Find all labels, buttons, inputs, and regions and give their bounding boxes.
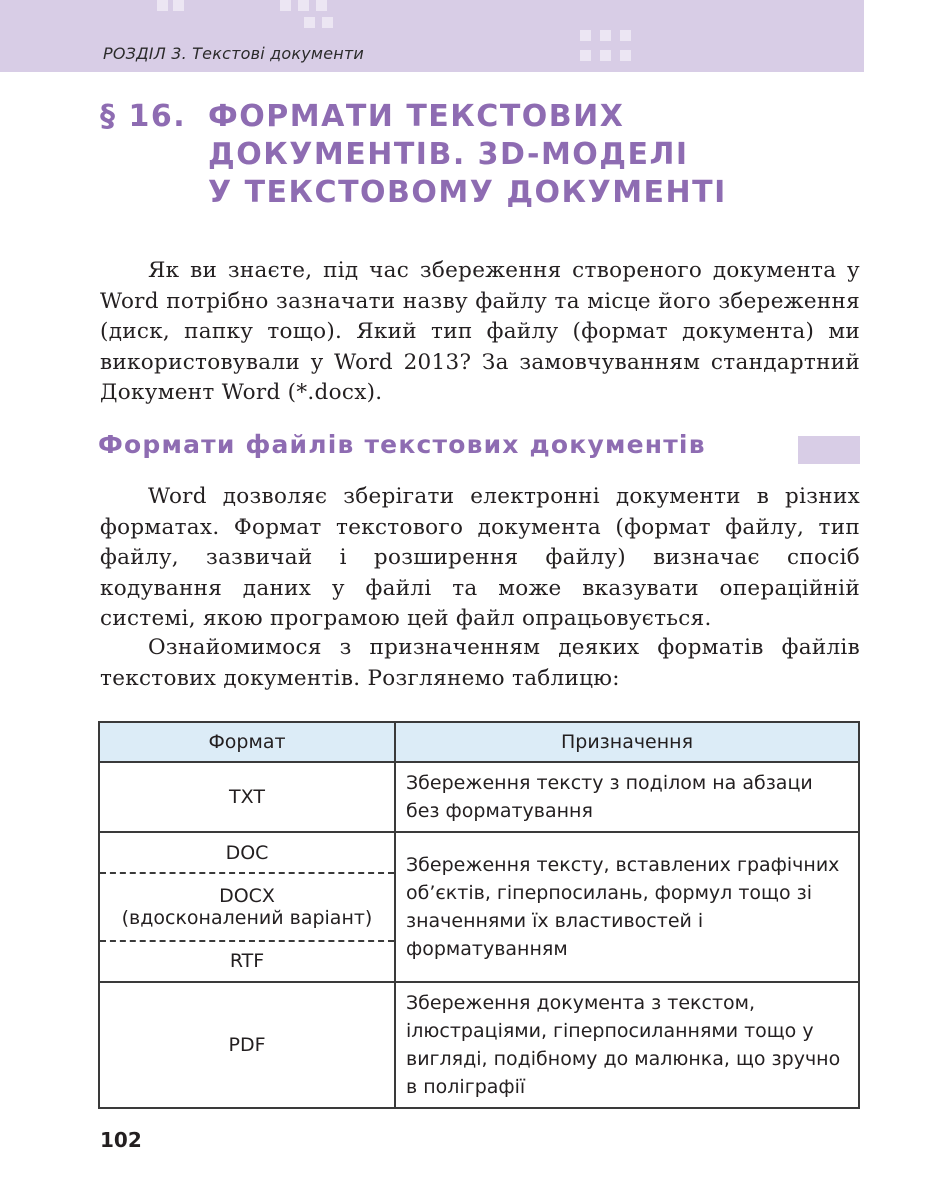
section-label: РОЗДІЛ 3. Текстові документи bbox=[103, 44, 365, 63]
format-cell: PDF bbox=[99, 982, 395, 1108]
table-row bbox=[99, 762, 859, 832]
purpose-cell: Збереження тексту, вставлених графічних об’єктів, гіперпосилань, формул тощо зі значеннями їх властивостей і форматуванням bbox=[395, 832, 859, 982]
purpose-cell: Збереження документа з текстом, ілюстраціями, гіперпосиланнями тощо у вигляді, подібному до малюнка, що зручно в поліграфії bbox=[395, 982, 859, 1108]
format-cell: TXT bbox=[99, 762, 395, 832]
subheading-decor-bar bbox=[798, 436, 860, 464]
subheading: Формати файлів текстових документів bbox=[98, 430, 706, 459]
section-number: § 16. bbox=[100, 99, 187, 134]
title-line-2: ДОКУМЕНТІВ. 3D-МОДЕЛІ bbox=[208, 137, 689, 172]
format-docx: DOCX bbox=[219, 885, 275, 907]
body-paragraph-1: Word дозволяє зберігати електронні документи в різних форматах. Формат текстового документа (формат файлу, тип файлу, зазвичай і розширення файлу) визначає спосіб кодування даних у файлі та може вказувати операційній системі, якою програмою цей файл опрацьовується. bbox=[100, 484, 860, 631]
column-header-format: Формат bbox=[99, 722, 395, 762]
table-row bbox=[99, 982, 859, 1108]
format-docx-group bbox=[100, 872, 394, 940]
format-cell bbox=[99, 832, 395, 982]
format-doc: DOC bbox=[225, 842, 269, 864]
format-docx-note: (вдосконалений варіант) bbox=[121, 907, 373, 929]
column-header-purpose: Призначення bbox=[395, 722, 859, 762]
format-rtf: RTF bbox=[100, 940, 394, 980]
table-header-row bbox=[99, 722, 859, 762]
page-number: 102 bbox=[100, 1128, 142, 1152]
body-paragraph-2: Ознайомимося з призначенням деяких форматів файлів текстових документів. Розглянемо таблицю: bbox=[100, 635, 860, 691]
title-line-3: У ТЕКСТОВОМУ ДОКУМЕНТІ bbox=[208, 175, 727, 210]
intro-paragraph: Як ви знаєте, під час збереження створеного документа у Word потрібно зазначати назву файлу та місце його збереження (диск, папку тощо). Який тип файлу (формат документа) ми використовували у Word 2013? За замовчуванням стандартний Документ Word (*.docx). bbox=[100, 258, 860, 405]
table-row bbox=[99, 832, 859, 982]
purpose-cell: Збереження тексту з поділом на абзаци без форматування bbox=[395, 762, 859, 832]
formats-table bbox=[98, 721, 860, 1109]
title-line-1: ФОРМАТИ ТЕКСТОВИХ bbox=[208, 99, 625, 134]
